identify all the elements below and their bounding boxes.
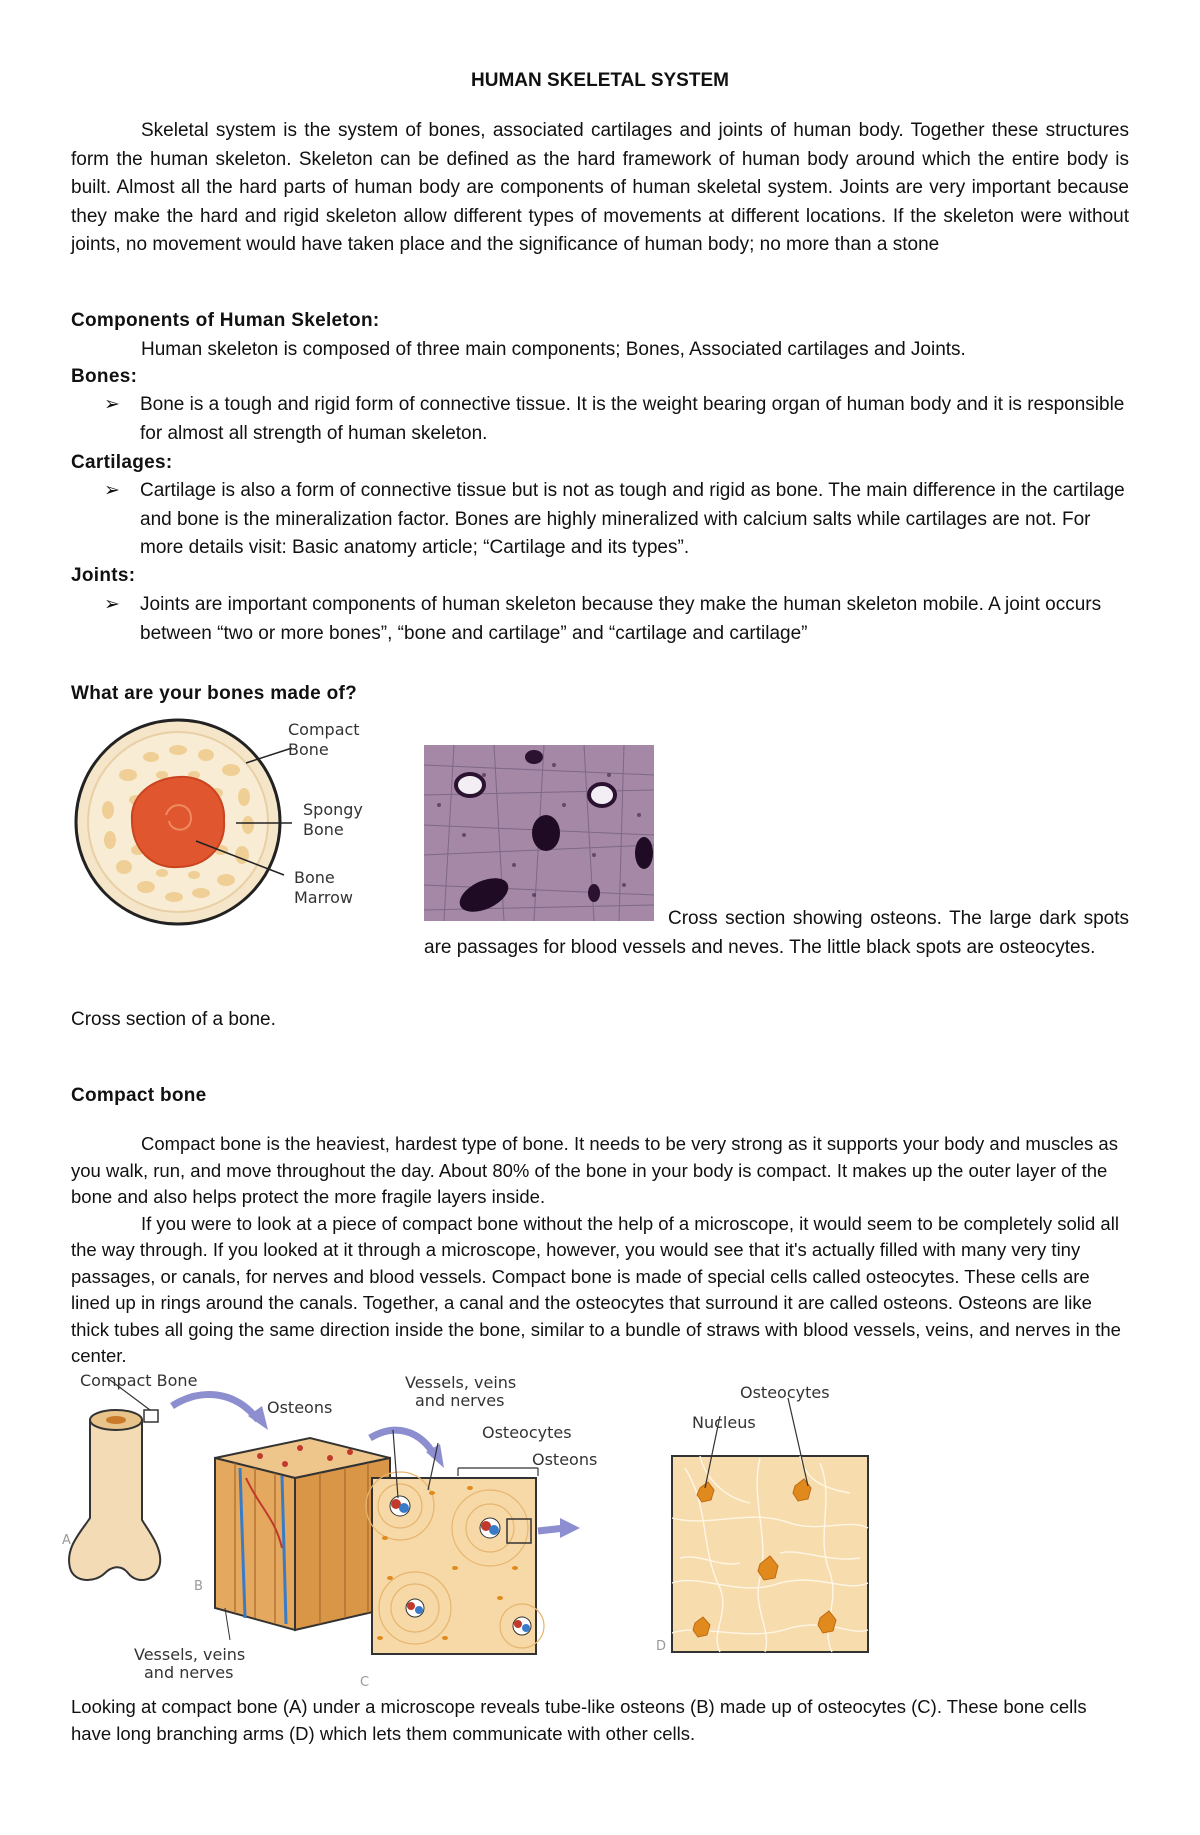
arrow-head-icon bbox=[560, 1518, 580, 1538]
arrow-b-to-c bbox=[370, 1430, 435, 1456]
label-compact-2: Bone bbox=[288, 740, 329, 759]
cartilages-heading: Cartilages: bbox=[71, 452, 173, 473]
label-marrow-2: Marrow bbox=[294, 888, 354, 907]
page-title: HUMAN SKELETAL SYSTEM bbox=[471, 70, 729, 91]
joints-bullet bbox=[71, 591, 1131, 648]
final-caption: Looking at compact bone (A) under a microscope reveals tube-like osteons (B) made up of osteocytes (C). These bone cells have long branching arms (D) which lets them communicate with other cells. bbox=[71, 1696, 1087, 1744]
osteon-canal-dark bbox=[532, 815, 560, 851]
label-compact-1: Compact bbox=[288, 720, 360, 739]
osteon-canal-dark bbox=[635, 837, 653, 869]
label-osteons-mid: Osteons bbox=[532, 1450, 598, 1469]
components-heading: Components of Human Skeleton: bbox=[71, 310, 380, 331]
components-text: Human skeleton is composed of three main components; Bones, Associated cartilages and Joints. bbox=[141, 339, 966, 360]
label-vessels-top-2: and nerves bbox=[415, 1391, 505, 1410]
bone-cross-section-diagram bbox=[66, 715, 386, 930]
cartilages-bullet-text: Cartilage is also a form of connective tissue but is not as tough and rigid as bone. The main difference in the cartilage and bone is the mineralization factor. Bones are highly mineralized with calcium salts while cartilages are not. For more details visit: Basic anatomy article; “Cartilage and its types”. bbox=[140, 480, 1125, 558]
label-spongy-2: Bone bbox=[303, 820, 344, 839]
osteon-canal bbox=[589, 784, 615, 806]
label-osteocytes-right: Osteocytes bbox=[740, 1383, 830, 1402]
bullet-arrow-icon: ➢ bbox=[104, 394, 120, 415]
cartilages-bullet bbox=[71, 477, 1131, 563]
label-letter-d: D bbox=[656, 1639, 667, 1654]
label-compact-bone: Compact Bone bbox=[80, 1371, 198, 1390]
bones-bullet-text: Bone is a tough and rigid form of connective tissue. It is the weight bearing organ of human body and it is responsible for almost all strength of human skeleton. bbox=[140, 394, 1125, 444]
label-letter-c: C bbox=[360, 1675, 370, 1690]
label-vessels-top-1: Vessels, veins bbox=[405, 1373, 517, 1392]
compact-bone-heading: Compact bone bbox=[71, 1085, 207, 1106]
intro-paragraph: Skeletal system is the system of bones, associated cartilages and joints of human body. Together these structures form the human skeleton. Skeleton can be defined as the hard framework of human body around which the entire body is built. Almost all the hard parts of human body are components of human skeletal system. Joints are very important because they make the hard and rigid skeleton allow different types of movements at different locations. If the skeleton were without joints, no movement would have taken place and the significance of human body; no more than a stone bbox=[71, 120, 1129, 255]
compact-bone-paragraph-1: Compact bone is the heaviest, hardest type of bone. It needs to be very strong as it supports your body and muscles as you walk, run, and move throughout the day. About 80% of the bone in your body is compact. It makes up the outer layer of the bone and also helps protect the more fragile layers inside. bbox=[71, 1133, 1118, 1207]
bullet-arrow-icon: ➢ bbox=[104, 480, 120, 501]
joints-bullet-text: Joints are important components of human skeleton because they make the human skeleton mobile. A joint occurs between “two or more bones”, “bone and cartilage” and “cartilage and cartilage” bbox=[140, 594, 1102, 644]
vessel-cluster bbox=[480, 1518, 500, 1538]
label-marrow-1: Bone bbox=[294, 868, 335, 887]
bullet-arrow-icon: ➢ bbox=[104, 594, 120, 615]
label-letter-a: A bbox=[62, 1533, 71, 1548]
label-osteons: Osteons bbox=[267, 1398, 333, 1417]
vessel-cluster bbox=[390, 1496, 410, 1516]
osteon-micrograph bbox=[424, 745, 654, 921]
panel-d-main bbox=[672, 1398, 868, 1652]
vessel-cluster bbox=[513, 1617, 531, 1635]
compact-bone-text bbox=[71, 1131, 1129, 1370]
panel-a-bone bbox=[69, 1380, 160, 1580]
label-vessels-bottom-1: Vessels, veins bbox=[134, 1645, 246, 1664]
label-vessels-bottom-2: and nerves bbox=[144, 1663, 234, 1682]
panel-b-osteon-block bbox=[215, 1438, 390, 1630]
bone-marrow-core bbox=[132, 777, 224, 867]
arrow-a-to-b bbox=[172, 1394, 258, 1420]
label-spongy-1: Spongy bbox=[303, 800, 363, 819]
label-letter-b: B bbox=[194, 1579, 203, 1594]
bones-heading: Bones: bbox=[71, 366, 138, 387]
bone-cross-section-caption: Cross section of a bone. bbox=[71, 1009, 276, 1030]
bones-bullet bbox=[71, 391, 1131, 448]
made-of-heading: What are your bones made of? bbox=[71, 683, 358, 704]
joints-heading: Joints: bbox=[71, 565, 136, 586]
osteocyte-spot bbox=[588, 884, 600, 902]
osteon-canal bbox=[456, 774, 484, 796]
vessel-cluster bbox=[406, 1599, 424, 1617]
compact-bone-structure-diagram bbox=[60, 1368, 890, 1690]
osteocyte-spot bbox=[525, 750, 543, 764]
panel-c-osteon-section bbox=[366, 1430, 544, 1654]
label-osteocytes-mid: Osteocytes bbox=[482, 1423, 572, 1442]
micrograph-caption: Cross section showing osteons. The large dark spots are passages for blood vessels and neves. The little black spots are osteocytes. bbox=[424, 908, 1129, 958]
compact-bone-paragraph-2: If you were to look at a piece of compact bone without the help of a microscope, it would seem to be completely solid all the way through. If you looked at it through a microscope, however, you would see that it's actually filled with many very tiny passages, or canals, for nerves and blood vessels. Compact bone is made of special cells called osteocytes. These cells are lined up in rings around the canals. Together, a canal and the osteocytes that surround it are called osteons. Osteons are like thick tubes all going the same direction inside the bone, similar to a bundle of straws with blood vessels, veins, and nerves in the center. bbox=[71, 1212, 1121, 1366]
label-nucleus: Nucleus bbox=[692, 1413, 756, 1432]
